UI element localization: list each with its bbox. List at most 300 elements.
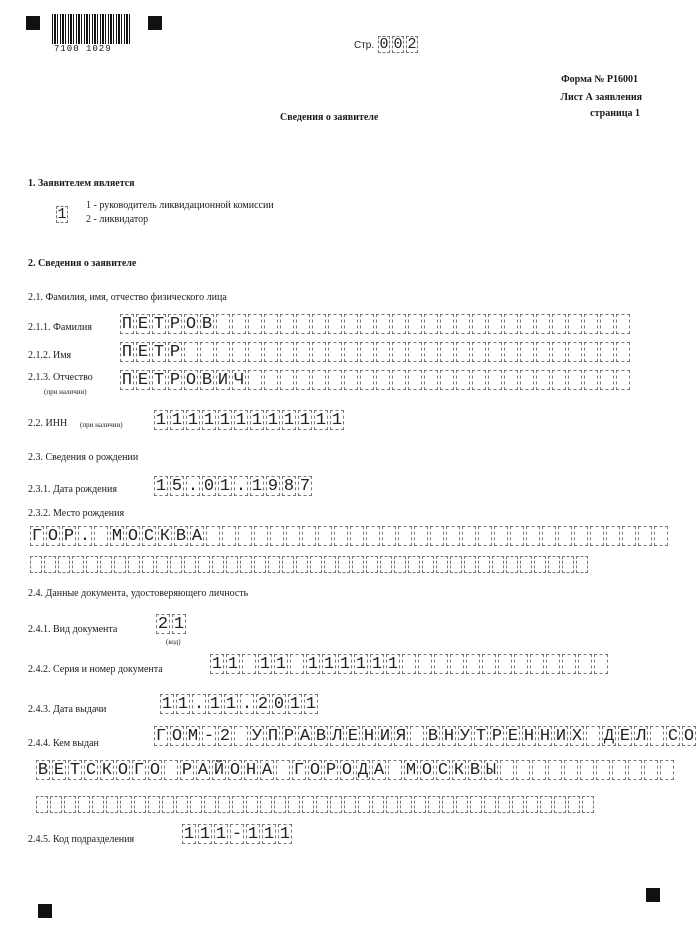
char-cell xyxy=(562,654,576,674)
char-cell: И xyxy=(379,727,391,746)
corner-marker-bottom-right xyxy=(646,888,660,902)
birth-place-field-line2[interactable] xyxy=(30,556,590,573)
char-cell: 2 xyxy=(257,695,269,714)
char-cell: В xyxy=(201,371,213,390)
char-cell xyxy=(148,796,160,813)
surname-label: 2.1.1. Фамилия xyxy=(28,322,92,333)
char-cell: . xyxy=(235,477,247,496)
char-cell xyxy=(540,796,552,813)
char-cell: 7 xyxy=(299,477,311,496)
char-cell xyxy=(386,796,398,813)
char-cell: Т xyxy=(475,727,487,746)
char-cell: Т xyxy=(153,371,165,390)
char-cell xyxy=(472,314,486,334)
section2-heading: 2. Сведения о заявителе xyxy=(28,258,137,269)
char-cell xyxy=(388,760,402,780)
char-cell: 1 xyxy=(199,825,211,844)
char-cell xyxy=(246,796,258,813)
char-cell xyxy=(520,370,534,390)
char-cell: 1 xyxy=(251,477,263,496)
char-cell: 1 xyxy=(275,655,287,674)
char-cell: Н xyxy=(245,761,257,780)
char-cell xyxy=(264,314,278,334)
char-cell xyxy=(282,556,294,573)
char-cell: 2 xyxy=(157,615,169,634)
char-cell xyxy=(114,556,126,573)
char-cell: А xyxy=(197,761,209,780)
char-cell xyxy=(286,526,300,546)
applicant-type-field[interactable] xyxy=(56,206,70,223)
char-cell: 1 xyxy=(161,695,173,714)
char-cell xyxy=(268,556,280,573)
char-cell: 1 xyxy=(183,825,195,844)
char-cell xyxy=(276,760,290,780)
char-cell: 1 xyxy=(219,477,231,496)
char-cell xyxy=(424,370,438,390)
birth-place-label: 2.3.2. Место рождения xyxy=(28,508,125,519)
char-cell: Л xyxy=(635,727,647,746)
char-cell xyxy=(622,526,636,546)
char-cell: Г xyxy=(133,761,145,780)
char-cell xyxy=(616,370,630,390)
char-cell xyxy=(450,654,464,674)
char-cell: Р xyxy=(283,727,295,746)
char-cell xyxy=(574,526,588,546)
char-cell: 2 xyxy=(219,727,231,746)
char-cell: Р xyxy=(491,727,503,746)
char-cell: 1 xyxy=(57,206,67,223)
surname-field[interactable] xyxy=(120,314,632,334)
inn-label: 2.2. ИНН xyxy=(28,418,68,429)
char-cell xyxy=(296,314,310,334)
patronymic-label: 2.1.3. Отчество xyxy=(28,372,93,383)
char-cell xyxy=(360,370,374,390)
char-cell xyxy=(482,654,496,674)
char-cell: 1 xyxy=(371,655,383,674)
char-cell: Е xyxy=(347,727,359,746)
char-cell xyxy=(552,342,566,362)
char-cell xyxy=(542,526,556,546)
char-cell xyxy=(344,314,358,334)
char-cell xyxy=(506,556,518,573)
char-cell: П xyxy=(121,371,133,390)
inn-note: (при наличии) xyxy=(80,421,123,429)
char-cell: Е xyxy=(137,315,149,334)
char-cell xyxy=(344,342,358,362)
char-cell: Г xyxy=(31,527,43,546)
char-cell xyxy=(280,342,294,362)
char-cell xyxy=(478,556,490,573)
barcode-icon xyxy=(52,14,130,44)
doc-type-field[interactable] xyxy=(156,614,188,634)
char-cell: Р xyxy=(325,761,337,780)
char-cell xyxy=(206,526,220,546)
char-cell: 1 xyxy=(155,477,167,496)
char-cell xyxy=(532,760,546,780)
char-cell xyxy=(548,760,562,780)
char-cell xyxy=(58,556,70,573)
char-cell xyxy=(324,556,336,573)
char-cell xyxy=(288,796,300,813)
char-cell xyxy=(456,342,470,362)
char-cell xyxy=(280,314,294,334)
char-cell xyxy=(106,796,118,813)
char-cell xyxy=(162,796,174,813)
char-cell xyxy=(494,526,508,546)
char-cell xyxy=(226,556,238,573)
char-cell xyxy=(218,796,230,813)
char-cell: О xyxy=(117,761,129,780)
char-cell xyxy=(488,314,502,334)
char-cell: Ч xyxy=(233,371,245,390)
char-cell xyxy=(238,526,252,546)
char-cell: Д xyxy=(603,727,615,746)
char-cell: 1 xyxy=(171,411,183,430)
char-cell: 1 xyxy=(315,411,327,430)
char-cell xyxy=(568,314,582,334)
char-cell: 1 xyxy=(227,655,239,674)
char-cell xyxy=(466,654,480,674)
char-cell xyxy=(660,760,674,780)
char-cell: С xyxy=(85,761,97,780)
form-page: страница 1 xyxy=(590,108,640,119)
char-cell xyxy=(310,556,322,573)
char-cell xyxy=(568,370,582,390)
char-cell: О xyxy=(185,315,197,334)
char-cell xyxy=(254,526,268,546)
char-cell: 1 xyxy=(307,655,319,674)
birth-place-field[interactable] xyxy=(30,526,670,546)
char-cell xyxy=(596,760,610,780)
char-cell xyxy=(440,370,454,390)
char-cell xyxy=(402,654,416,674)
char-cell: 0 xyxy=(273,695,285,714)
char-cell xyxy=(488,342,502,362)
char-cell: О xyxy=(171,727,183,746)
char-cell xyxy=(504,342,518,362)
char-cell: А xyxy=(261,761,273,780)
char-cell xyxy=(232,796,244,813)
char-cell xyxy=(654,526,668,546)
char-cell xyxy=(360,314,374,334)
char-cell: О xyxy=(149,761,161,780)
char-cell xyxy=(232,314,246,334)
char-cell xyxy=(176,796,188,813)
char-cell: Р xyxy=(63,527,75,546)
patronymic-field[interactable] xyxy=(120,370,632,390)
char-cell: Л xyxy=(331,727,343,746)
char-cell: Я xyxy=(395,727,407,746)
char-cell xyxy=(520,314,534,334)
char-cell xyxy=(142,556,154,573)
char-cell xyxy=(456,314,470,334)
char-cell: 1 xyxy=(187,411,199,430)
char-cell xyxy=(558,526,572,546)
char-cell: 5 xyxy=(171,477,183,496)
char-cell: К xyxy=(159,527,171,546)
barcode-number: 7100 1029 xyxy=(54,44,112,54)
char-cell xyxy=(470,796,482,813)
char-cell xyxy=(328,342,342,362)
char-cell: - xyxy=(203,727,215,746)
char-cell xyxy=(184,556,196,573)
char-cell: 1 xyxy=(283,411,295,430)
char-cell xyxy=(650,726,664,746)
char-cell xyxy=(498,796,510,813)
char-cell: 1 xyxy=(387,655,399,674)
char-cell xyxy=(376,370,390,390)
char-cell xyxy=(526,796,538,813)
char-cell xyxy=(216,342,230,362)
char-cell xyxy=(296,342,310,362)
char-cell: Г xyxy=(155,727,167,746)
char-cell xyxy=(408,556,420,573)
char-cell xyxy=(472,342,486,362)
inn-field[interactable] xyxy=(154,410,346,430)
issued-by-field-line2[interactable] xyxy=(36,760,676,780)
char-cell xyxy=(446,526,460,546)
char-cell xyxy=(270,526,284,546)
char-cell: 1 xyxy=(173,615,185,634)
char-cell xyxy=(462,526,476,546)
char-cell xyxy=(638,526,652,546)
char-cell xyxy=(564,760,578,780)
char-cell xyxy=(350,526,364,546)
char-cell xyxy=(86,556,98,573)
char-cell xyxy=(430,526,444,546)
char-cell: А xyxy=(191,527,203,546)
char-cell: О xyxy=(127,527,139,546)
char-cell: О xyxy=(683,727,695,746)
char-cell: 1 xyxy=(259,655,271,674)
char-cell xyxy=(584,370,598,390)
char-cell: Г xyxy=(293,761,305,780)
char-cell xyxy=(600,370,614,390)
char-cell: 1 xyxy=(155,411,167,430)
char-cell: М xyxy=(405,761,417,780)
char-cell xyxy=(394,556,406,573)
page-title: Сведения о заявителе xyxy=(280,112,379,123)
issued-by-field-line3[interactable] xyxy=(36,796,596,813)
char-cell: 2 xyxy=(407,36,417,53)
char-cell xyxy=(498,654,512,674)
char-cell: 1 xyxy=(247,825,259,844)
char-cell xyxy=(548,556,560,573)
char-cell xyxy=(434,654,448,674)
char-cell: 1 xyxy=(279,825,291,844)
char-cell xyxy=(424,342,438,362)
char-cell xyxy=(568,342,582,362)
char-cell xyxy=(64,796,76,813)
char-cell xyxy=(302,526,316,546)
char-cell: Т xyxy=(153,343,165,362)
char-cell: О xyxy=(229,761,241,780)
page-number xyxy=(378,36,420,53)
char-cell xyxy=(260,796,272,813)
corner-marker-bottom-left xyxy=(38,904,52,918)
char-cell xyxy=(352,556,364,573)
char-cell xyxy=(456,796,468,813)
char-cell xyxy=(504,370,518,390)
char-cell xyxy=(318,526,332,546)
char-cell xyxy=(418,654,432,674)
char-cell: М xyxy=(187,727,199,746)
char-cell: О xyxy=(309,761,321,780)
char-cell: В xyxy=(37,761,49,780)
char-cell xyxy=(78,796,90,813)
char-cell xyxy=(442,796,454,813)
char-cell xyxy=(450,556,462,573)
char-cell: Р xyxy=(169,371,181,390)
char-cell: О xyxy=(47,527,59,546)
char-cell xyxy=(222,526,236,546)
char-cell: Ы xyxy=(485,761,497,780)
char-cell xyxy=(312,370,326,390)
char-cell: 1 xyxy=(355,655,367,674)
issued-by-field-line1[interactable] xyxy=(154,726,698,746)
char-cell: К xyxy=(101,761,113,780)
char-cell xyxy=(514,654,528,674)
char-cell xyxy=(164,760,178,780)
char-cell xyxy=(546,654,560,674)
issue-date-field[interactable] xyxy=(160,694,320,714)
char-cell: . xyxy=(79,527,91,546)
division-code-field[interactable] xyxy=(182,824,294,844)
char-cell xyxy=(568,796,580,813)
name-label: 2.1.2. Имя xyxy=(28,350,72,361)
char-cell: 1 xyxy=(177,695,189,714)
issue-date-label: 2.4.3. Дата выдачи xyxy=(28,704,107,715)
char-cell xyxy=(578,654,592,674)
char-cell: С xyxy=(143,527,155,546)
doc-number-field[interactable] xyxy=(210,654,610,674)
char-cell: М xyxy=(111,527,123,546)
char-cell: 1 xyxy=(203,411,215,430)
char-cell: Е xyxy=(53,761,65,780)
char-cell xyxy=(594,654,608,674)
char-cell: 1 xyxy=(339,655,351,674)
char-cell xyxy=(616,342,630,362)
char-cell: 1 xyxy=(219,411,231,430)
char-cell xyxy=(428,796,440,813)
char-cell: В xyxy=(315,727,327,746)
char-cell xyxy=(312,342,326,362)
char-cell: Н xyxy=(443,727,455,746)
char-cell xyxy=(600,314,614,334)
char-cell xyxy=(234,726,248,746)
char-cell xyxy=(484,796,496,813)
char-cell: 1 xyxy=(225,695,237,714)
char-cell xyxy=(216,314,230,334)
char-cell xyxy=(584,342,598,362)
char-cell xyxy=(382,526,396,546)
char-cell: С xyxy=(437,761,449,780)
char-cell xyxy=(312,314,326,334)
char-cell xyxy=(552,370,566,390)
division-code-label: 2.4.5. Код подразделения xyxy=(28,834,135,845)
char-cell xyxy=(366,556,378,573)
char-cell: В xyxy=(201,315,213,334)
name-field[interactable] xyxy=(120,342,632,362)
char-cell: - xyxy=(231,825,243,844)
char-cell xyxy=(500,760,514,780)
char-cell: . xyxy=(193,695,205,714)
char-cell xyxy=(576,556,588,573)
char-cell xyxy=(338,556,350,573)
char-cell xyxy=(92,796,104,813)
char-cell: 1 xyxy=(215,825,227,844)
char-cell xyxy=(414,796,426,813)
char-cell xyxy=(552,314,566,334)
form-name: Форма № Р16001 xyxy=(561,74,638,85)
char-cell: О xyxy=(421,761,433,780)
char-cell: 1 xyxy=(235,411,247,430)
char-cell: 1 xyxy=(251,411,263,430)
char-cell xyxy=(44,556,56,573)
char-cell: Е xyxy=(619,727,631,746)
char-cell xyxy=(248,314,262,334)
char-cell xyxy=(328,370,342,390)
char-cell xyxy=(290,654,304,674)
char-cell xyxy=(274,796,286,813)
char-cell xyxy=(424,314,438,334)
char-cell xyxy=(530,654,544,674)
form-sheet: Лист А заявления xyxy=(560,92,642,103)
char-cell xyxy=(264,342,278,362)
char-cell xyxy=(392,314,406,334)
char-cell: 1 xyxy=(267,411,279,430)
char-cell: Р xyxy=(181,761,193,780)
char-cell: И xyxy=(217,371,229,390)
char-cell xyxy=(628,760,642,780)
char-cell xyxy=(464,556,476,573)
char-cell xyxy=(94,526,108,546)
birth-date-label: 2.3.1. Дата рождения xyxy=(28,484,117,495)
char-cell xyxy=(536,370,550,390)
char-cell xyxy=(376,314,390,334)
char-cell: 1 xyxy=(331,411,343,430)
char-cell xyxy=(50,796,62,813)
char-cell xyxy=(612,760,626,780)
char-cell xyxy=(240,556,252,573)
char-cell xyxy=(360,342,374,362)
char-cell: 9 xyxy=(267,477,279,496)
char-cell: У xyxy=(459,727,471,746)
char-cell xyxy=(536,342,550,362)
corner-marker-top-left xyxy=(26,16,40,30)
char-cell xyxy=(408,314,422,334)
char-cell xyxy=(526,526,540,546)
char-cell xyxy=(456,370,470,390)
char-cell: Е xyxy=(137,371,149,390)
doc-type-label: 2.4.1. Вид документа xyxy=(28,624,118,635)
char-cell xyxy=(504,314,518,334)
char-cell xyxy=(562,556,574,573)
char-cell xyxy=(512,796,524,813)
char-cell: Р xyxy=(169,343,181,362)
char-cell xyxy=(170,556,182,573)
char-cell: И xyxy=(555,727,567,746)
applicant-option-1: 1 - руководитель ликвидационной комиссии xyxy=(86,200,274,211)
char-cell: . xyxy=(241,695,253,714)
char-cell xyxy=(302,796,314,813)
char-cell xyxy=(128,556,140,573)
char-cell: Е xyxy=(507,727,519,746)
char-cell xyxy=(372,796,384,813)
birth-date-field[interactable] xyxy=(154,476,314,496)
char-cell xyxy=(120,796,132,813)
char-cell xyxy=(212,556,224,573)
